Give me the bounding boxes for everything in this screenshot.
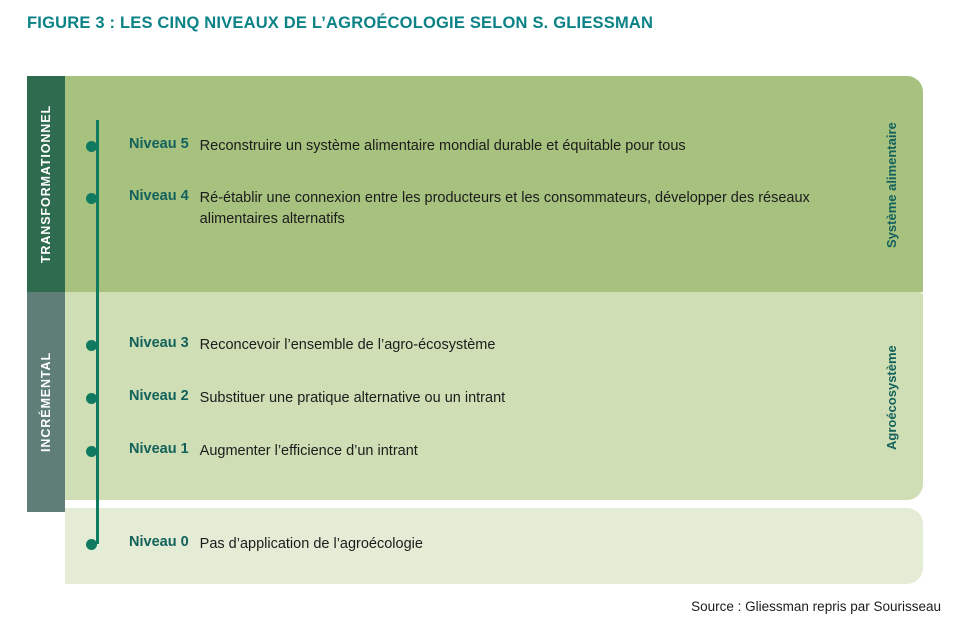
level-name: Niveau 1: [129, 441, 189, 457]
page-title: FIGURE 3 : LES CINQ NIVEAUX DE L’AGROÉCOLOGIE SELON S. GLIESSMAN: [27, 14, 654, 32]
level-description: Reconcevoir l’ensemble de l’agro-écosystème: [199, 337, 496, 353]
level-name: Niveau 3: [129, 335, 189, 351]
level-connector-line: [96, 120, 99, 544]
level-description: Augmenter l’efficience d’un intrant: [199, 443, 418, 459]
category-incremental-label: INCRÉMENTAL: [39, 352, 53, 452]
transformational-band: [65, 76, 923, 292]
scope-food-system-label: Système alimentaire: [884, 122, 899, 248]
level-dot-icon: [86, 340, 97, 351]
level-description: Ré-établir une connexion entre les producteurs et les consommateurs, développer des réseaux alimentaires alternatifs: [199, 190, 810, 228]
level-dot-icon: [86, 393, 97, 404]
level-row-0: [86, 534, 423, 555]
category-transformational: [27, 76, 65, 292]
level-row-1: [86, 441, 418, 462]
level-description: Pas d’application de l’agroécologie: [199, 536, 423, 552]
level-name: Niveau 4: [129, 188, 189, 204]
level-row-2: [86, 388, 505, 409]
level-row-3: [86, 335, 495, 356]
level-description: Substituer une pratique alternative ou un intrant: [199, 390, 506, 406]
category-transformational-label: TRANSFORMATIONNEL: [39, 104, 53, 264]
level-dot-icon: [86, 193, 97, 204]
category-incremental: [27, 292, 65, 512]
level-name: Niveau 2: [129, 388, 189, 404]
level-name: Niveau 5: [129, 136, 189, 152]
scope-agroecosystem-label: Agroécosystème: [884, 345, 899, 450]
level-dot-icon: [86, 539, 97, 550]
level-dot-icon: [86, 446, 97, 457]
level-row-4: [86, 188, 860, 230]
source-note: Source : Gliessman repris par Sourisseau: [691, 599, 941, 614]
level-row-5: [86, 136, 686, 157]
level-description: Reconstruire un système alimentaire mondial durable et équitable pour tous: [199, 138, 686, 154]
level-name: Niveau 0: [129, 534, 189, 550]
level-dot-icon: [86, 141, 97, 152]
